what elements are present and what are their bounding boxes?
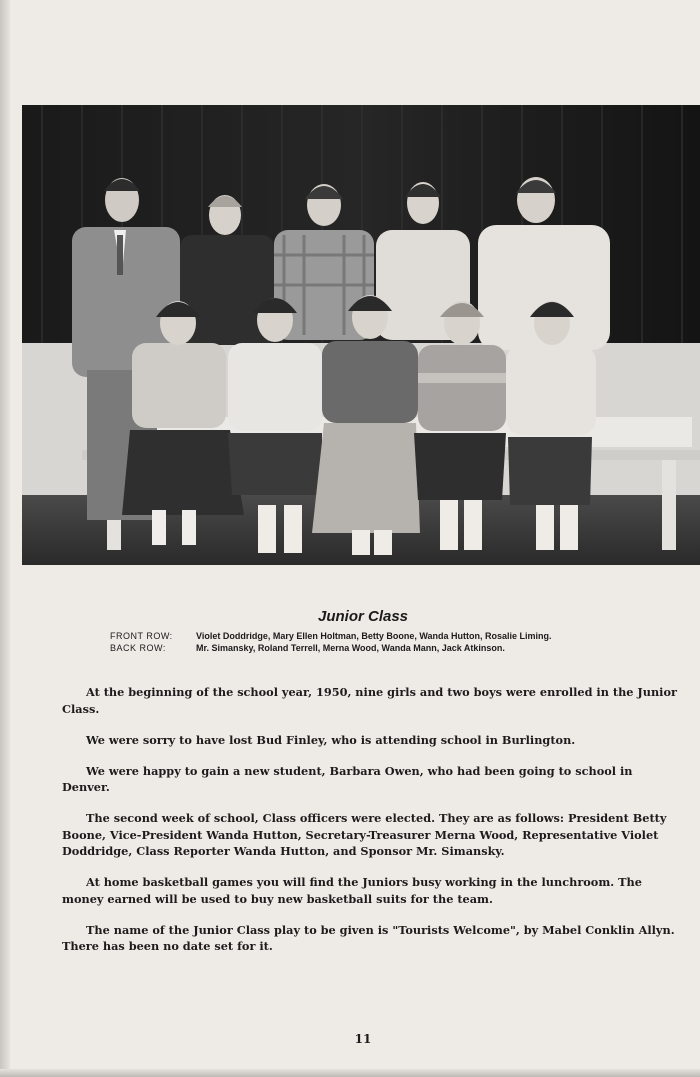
front-row-list: Violet Doddridge, Mary Ellen Holtman, Betty Boone, Wanda Hutton, Rosalie Liming.: [196, 631, 552, 641]
front-row-names: [110, 630, 690, 642]
class-history-text: [62, 684, 682, 969]
class-photo: [22, 105, 700, 565]
paragraph: We were sorry to have lost Bud Finley, who is attending school in Burlington.: [86, 732, 576, 747]
page-binding-edge: [0, 0, 10, 1077]
paragraph: The name of the Junior Class play to be given is "Tourists Welcome", by Mabel Conklin Allyn. There has been no date set for it.: [62, 922, 675, 953]
paragraph: We were happy to gain a new student, Barbara Owen, who had been going to school in Denver.: [62, 763, 633, 794]
caption-title: Junior Class: [317, 608, 409, 625]
paragraph: At the beginning of the school year, 1950, nine girls and two boys were enrolled in the Junior Class.: [62, 685, 677, 716]
paragraph: The second week of school, Class officers were elected. They are as follows: President Betty Boone, Vice-President Wanda Hutton, Secretary-Treasurer Merna Wood, Representative Violet Doddridge, Class Reporter Wanda Hutton, and Sponsor Mr. Simansky.: [62, 811, 667, 858]
name-list: [110, 630, 690, 654]
page-bottom-edge: [0, 1069, 700, 1077]
back-row-list: Mr. Simansky, Roland Terrell, Merna Wood, Wanda Mann, Jack Atkinson.: [196, 643, 505, 653]
front-row-label: FRONT ROW:: [110, 631, 173, 641]
back-row-label: BACK ROW:: [110, 643, 166, 653]
paragraph: At home basketball games you will find the Juniors busy working in the lunchroom. The money earned will be used to buy new basketball suits for the team.: [62, 875, 642, 906]
page-number: 11: [354, 1032, 372, 1046]
back-row-names: [110, 642, 690, 654]
